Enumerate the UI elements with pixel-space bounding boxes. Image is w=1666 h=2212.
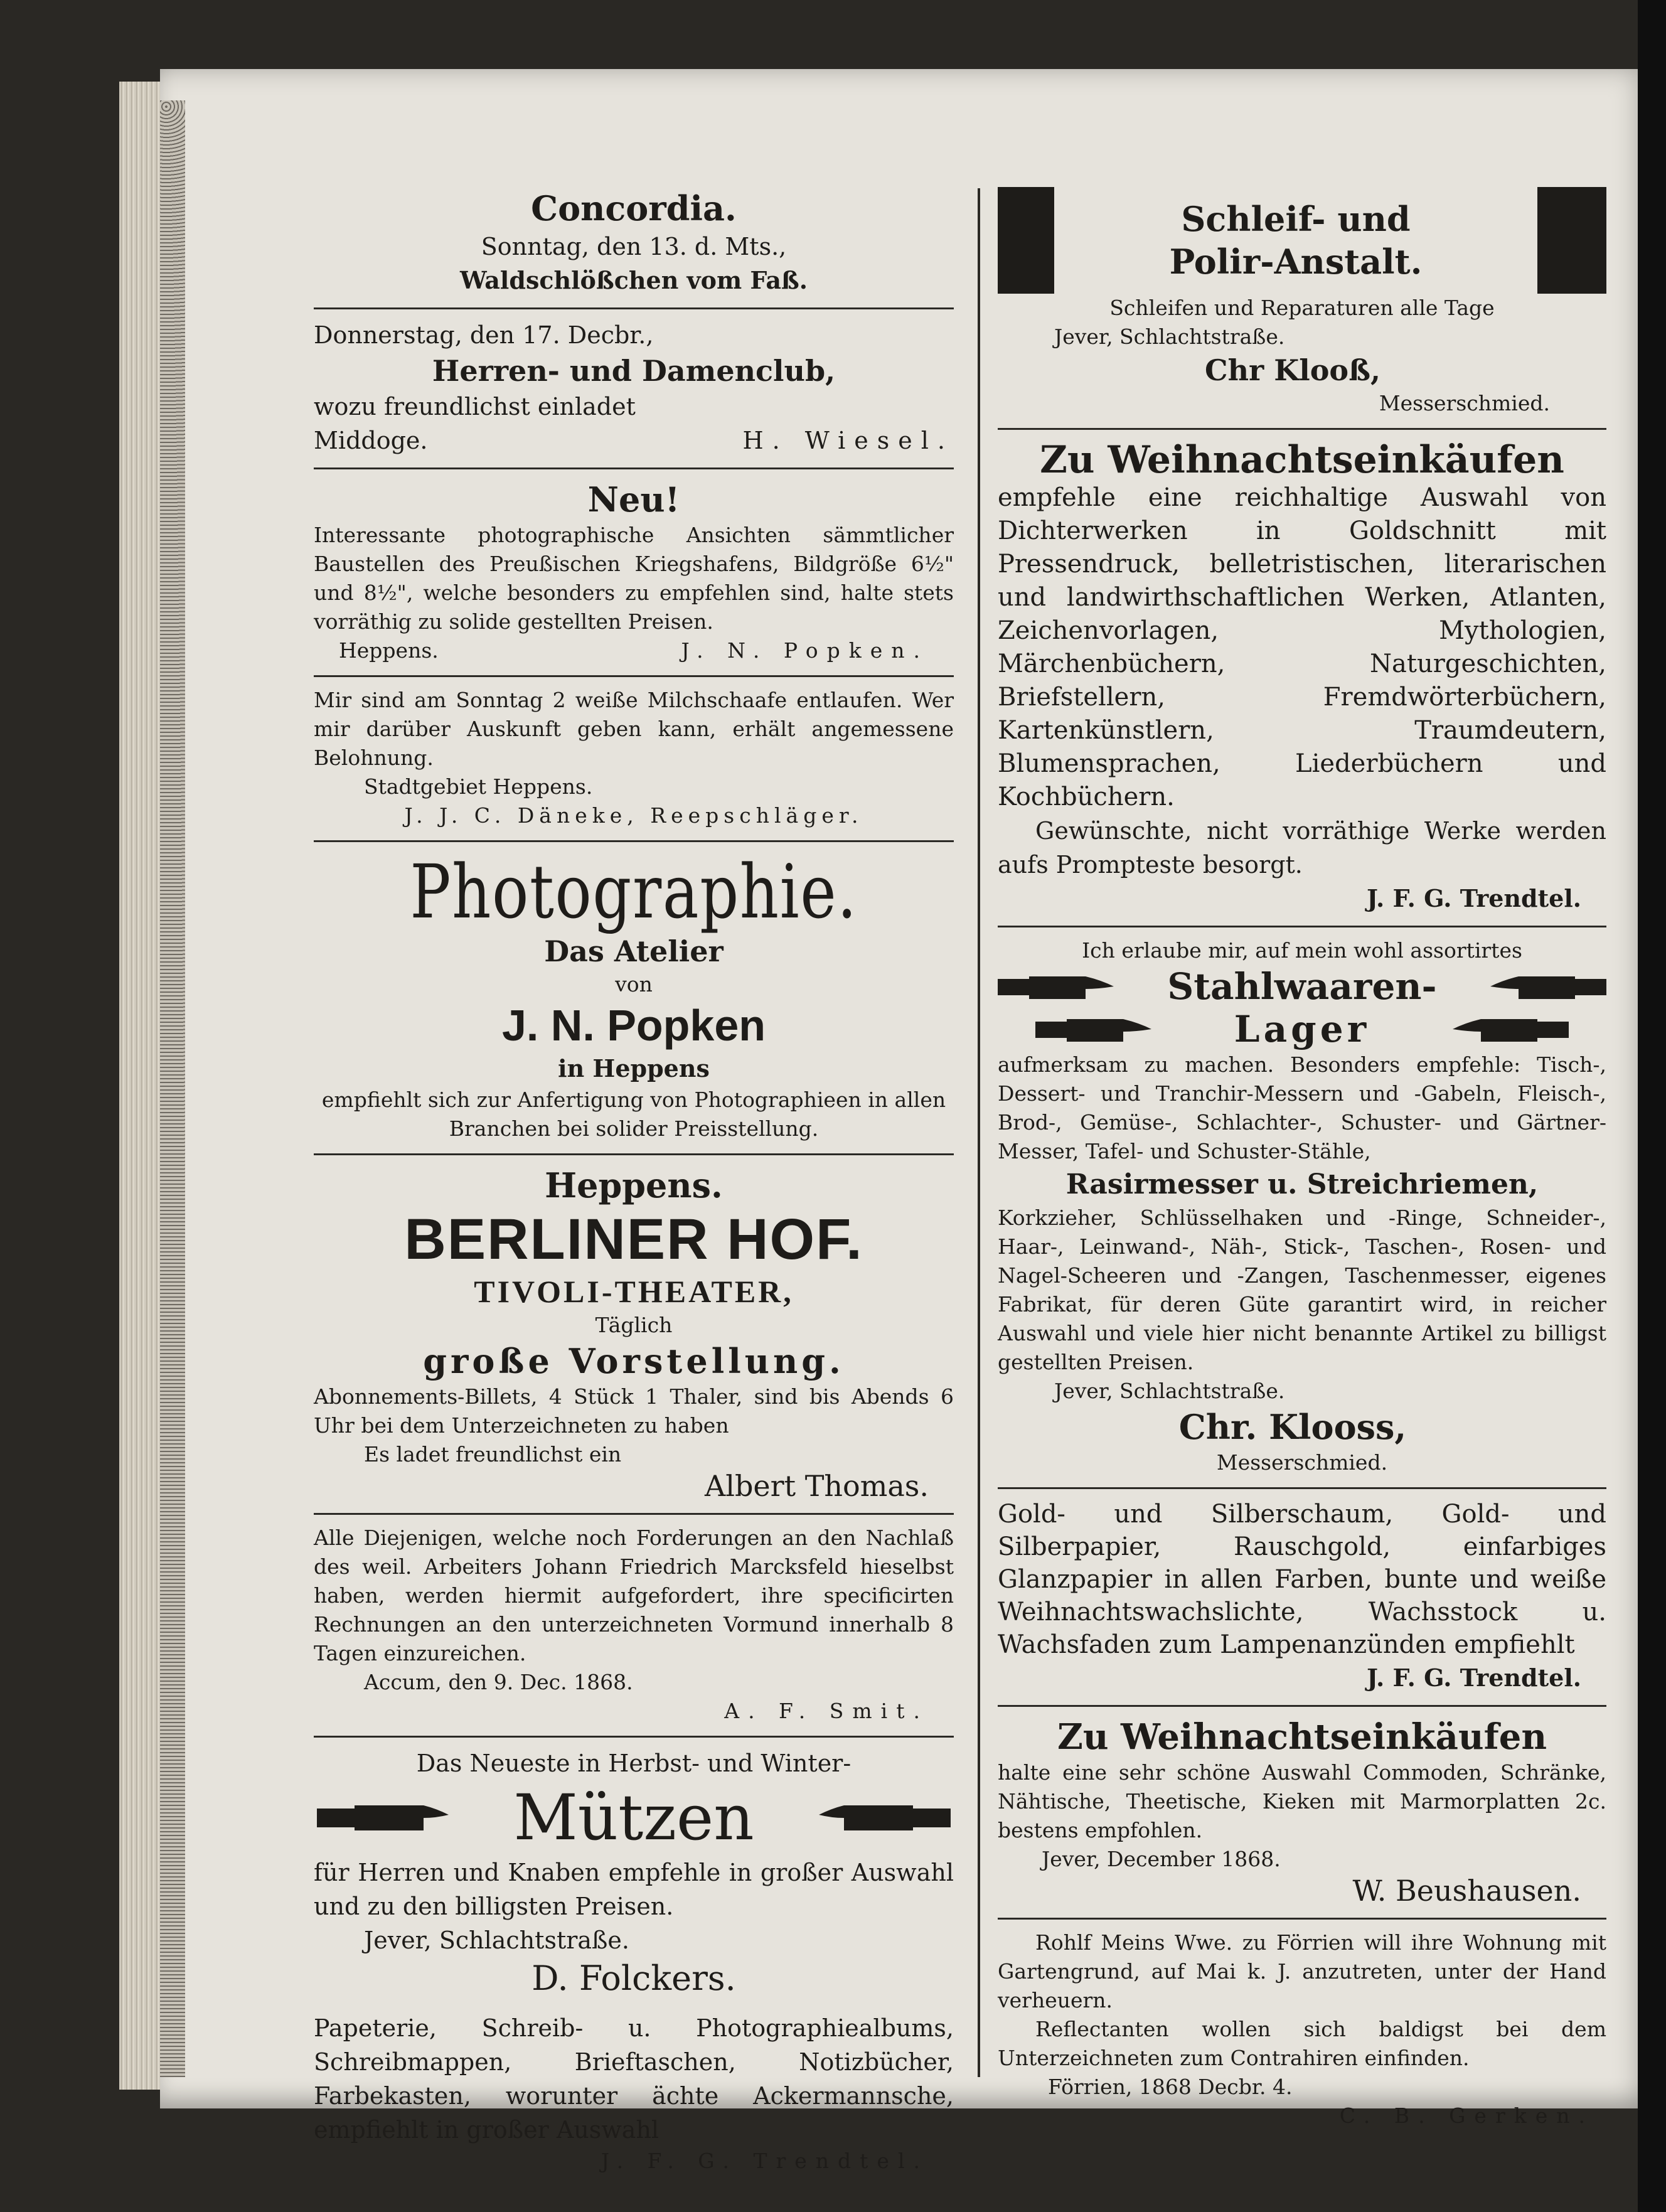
schleif-trade: Messerschmied. (1379, 391, 1550, 415)
photo-von: von (615, 972, 653, 996)
stahl-body: aufmerksam zu machen. Besonders empfehle: Tisch-, Dessert- und Tranchir-Messern und -Gabeln, Fleisch-, Brod-, Gemüse-, Schlachter-, Schuster- und Gärtner-Messer, Tafel- und Schuster-Stähle, (998, 1052, 1606, 1163)
berliner-title: BERLINER HOF. (404, 1207, 863, 1271)
nachlass-body: Alle Diejenigen, welche noch Forderungen an den Nachlaß des weil. Arbeiters Johann Friedrich Marcksfeld hieselbst haben, werden hiermit aufgefordert, ihre specificirten Rechnungen an den unterzeichneten Vormund innerhalb 8 Tagen einzureichen. (314, 1525, 954, 1665)
club-date: Donnerstag, den 17. Decbr., (314, 321, 654, 349)
neu-place: Heppens. (339, 638, 439, 663)
ad-weihnacht-moebel (998, 1711, 1606, 1914)
column-divider (978, 188, 980, 2077)
muetzen-signature: D. Folckers. (531, 1958, 736, 1998)
milch-body: Mir sind am Sonntag 2 weiße Milchschaafe entlaufen. Wer mir darüber Auskunft geben kann, erhält angemessene Belohnung. (314, 688, 954, 770)
muetzen-place: Jever, Schlachtstraße. (364, 1926, 629, 1954)
photo-place: in Heppens (558, 1054, 710, 1082)
schleif-title-2: Polir-Anstalt. (1169, 242, 1423, 282)
schleif-name: Chr Klooß, (1204, 353, 1381, 387)
photo-body: empfiehlt sich zur Anfertigung von Photographieen in allen Branchen bei solider Preisstellung. (321, 1087, 946, 1141)
nachlass-signature: A. F. Smit. (724, 1699, 929, 1723)
divider (314, 1736, 954, 1738)
photo-atelier: Das Atelier (544, 934, 724, 968)
scan-border (1638, 0, 1666, 2212)
divider (998, 926, 1606, 927)
right-column (998, 182, 1606, 2137)
pointing-hand-right-icon (314, 1790, 464, 1846)
weihnacht1-signature: J. F. G. Trendtel. (1367, 884, 1581, 912)
concordia-title: Concordia. (531, 188, 737, 228)
ad-goldschaum (998, 1493, 1606, 1701)
neu-signature-row (314, 636, 954, 665)
weihnacht2-signature: W. Beushausen. (1352, 1874, 1581, 1908)
rohlf-signature: C. B. Gerken. (1339, 2103, 1594, 2128)
concordia-offer: Waldschlößchen vom Faß. (459, 266, 808, 294)
pointing-hand-left-icon (1450, 1010, 1569, 1048)
ad-schleif (998, 182, 1606, 424)
divider (998, 1918, 1606, 1920)
tivoli-title: TIVOLI-THEATER, (474, 1274, 794, 1309)
divider (314, 1513, 954, 1515)
ad-rohlf (998, 1923, 1606, 2137)
schleif-title-block (1054, 198, 1537, 283)
stahl-intro: Ich erlaube mir, auf mein wohl assortirtes (1082, 938, 1522, 963)
stahl-subtitle: Rasirmesser u. Streichriemen, (1065, 1168, 1539, 1200)
divider (314, 468, 954, 469)
pointing-hand-right-icon (1035, 1010, 1155, 1048)
schleif-title-row (998, 187, 1606, 294)
black-block-right (1537, 187, 1606, 294)
papeterie-body: Papeterie, Schreib- u. Photographiealbums, Schreibmappen, Brieftaschen, Notizbücher, Farbekasten, worunter ächte Ackermannsche, empfiehlt in großer Auswahl (314, 2014, 954, 2144)
weihnacht2-title: Zu Weihnachtseinkäufen (1057, 1716, 1547, 1758)
milch-signature: J. J. C. Däneke, Reepschläger. (404, 803, 863, 828)
milch-place: Stadtgebiet Heppens. (364, 774, 593, 799)
neu-body: Interessante photographische Ansichten sämmtlicher Baustellen des Preußischen Kriegshafens, Bildgröße 6½" und 8½", welche besonders zu empfehlen sind, halte stets vorräthig zu solide gestellten Preisen. (314, 523, 954, 634)
weihnacht2-date: Jever, December 1868. (1042, 1847, 1281, 1871)
pointing-hand-right-icon (998, 968, 1117, 1005)
papeterie-signature: J. F. G. Trendtel. (601, 2149, 929, 2173)
nachlass-date: Accum, den 9. Dec. 1868. (364, 1670, 633, 1694)
weihnacht1-body: empfehle eine reichhaltige Auswahl von Dichterwerken in Goldschnitt mit Pressendruck, belletristischen, literarischen und landwirthschaftlichen Werken, Atlanten, Zeichenvorlagen, Mythologien, Märchenbüchern, Naturgeschichten, Briefstellern, Fremdwörterbüchern, Kartenkünstlern, Traumdeutern, Blumensprachen, Liederbüchern und Kochbüchern. (998, 483, 1606, 811)
divider (998, 1705, 1606, 1707)
stahl-body2: Korkzieher, Schlüsselhaken und -Ringe, Schneider-, Haar-, Leinwand-, Näh-, Stick-, Taschen-, Rosen- und Nagel-Scheeren und -Zangen, Taschenmesser, eigenes Fabrikat, für deren Güte garantirt wird, in reicher Auswahl und viele hier nicht benannte Artikel zu billigst gestellten Preisen. (998, 1205, 1606, 1374)
stahl-trade: Messerschmied. (1216, 1450, 1388, 1475)
ad-photographie (314, 846, 954, 1150)
divider (314, 307, 954, 309)
left-column (314, 182, 954, 2182)
berliner-body: Abonnements-Billets, 4 Stück 1 Thaler, sind bis Abends 6 Uhr bei dem Unterzeichneten zu haben (314, 1384, 954, 1438)
rohlf-body: Rohlf Meins Wwe. zu Förrien will ihre Wohnung mit Gartengrund, auf Mai k. J. anzutreten, unter der Hand verheuern. (998, 1930, 1606, 2012)
schleif-line: Schleifen und Reparaturen alle Tage (1109, 296, 1495, 320)
gold-signature: J. F. G. Trendtel. (1367, 1664, 1581, 1692)
muetzen-body: für Herren und Knaben empfehle in großer Auswahl und zu den billigsten Preisen. (314, 1859, 954, 1920)
schleif-title-1: Schleif- und (1181, 199, 1411, 239)
stahl-title-row-1 (998, 965, 1606, 1008)
ad-stahlwaaren (998, 931, 1606, 1483)
berliner-show: große Vorstellung. (423, 1341, 845, 1381)
club-signature-row (314, 424, 954, 457)
schleif-place: Jever, Schlachtstraße. (1054, 324, 1285, 349)
ad-nachlass (314, 1519, 954, 1732)
rohlf-date: Förrien, 1868 Decbr. 4. (1048, 2075, 1293, 2099)
ad-berliner-hof (314, 1159, 954, 1509)
book-page-edges (119, 82, 163, 2090)
berliner-signature: Albert Thomas. (705, 1469, 929, 1503)
ad-milchschaafe (314, 681, 954, 836)
ad-weihnacht-buecher (998, 434, 1606, 922)
muetzen-title-row (314, 1780, 954, 1856)
divider (998, 428, 1606, 430)
ad-club (314, 313, 954, 464)
concordia-date: Sonntag, den 13. d. Mts., (481, 233, 787, 260)
neu-title: Neu! (587, 479, 680, 520)
weihnacht1-body2: Gewünschte, nicht vorräthige Werke werden aufs Prompteste besorgt. (998, 817, 1606, 879)
ad-muetzen (314, 1741, 954, 2006)
black-block-left (998, 187, 1054, 294)
muetzen-intro: Das Neueste in Herbst- und Winter- (416, 1750, 852, 1777)
weihnacht1-title: Zu Weihnachtseinkäufen (1040, 438, 1564, 482)
club-invite: wozu freundlichst einladet (314, 393, 636, 420)
club-title: Herren- und Damenclub, (432, 354, 836, 388)
gold-body: Gold- und Silberschaum, Gold- und Silberpapier, Rauschgold, einfarbiges Glanzpapier in allen Farben, bunte und weiße Weihnachtswachslichte, Wachsstock u. Wachsfaden zum Lampenanzünden empfiehlt (998, 1500, 1606, 1659)
neu-signature: J. N. Popken. (681, 638, 929, 663)
divider (998, 1487, 1606, 1489)
berliner-daily: Täglich (595, 1313, 673, 1337)
pointing-hand-left-icon (803, 1790, 954, 1846)
stahl-title-1: Stahlwaaren- (1167, 965, 1437, 1008)
berliner-place: Heppens. (545, 1165, 723, 1205)
pointing-hand-left-icon (1487, 968, 1606, 1005)
divider (314, 840, 954, 842)
club-signature: H. Wiesel. (742, 427, 954, 454)
divider (314, 1153, 954, 1155)
stahl-place: Jever, Schlachtstraße. (1054, 1379, 1285, 1403)
photo-title: Photographie. (410, 848, 858, 935)
stahl-title-2: Lager (1234, 1008, 1370, 1050)
binding-edge (160, 100, 185, 2077)
weihnacht2-body: halte eine sehr schöne Auswahl Commoden, Schränke, Nähtische, Theetische, Kieken mit Marmorplatten 2c. bestens empfohlen. (998, 1760, 1606, 1842)
rohlf-body2: Reflectanten wollen sich baldigst bei dem Unterzeichneten zum Contrahiren einfinden. (998, 2017, 1606, 2070)
ad-concordia (314, 182, 954, 304)
berliner-invite: Es ladet freundlichst ein (364, 1442, 622, 1467)
stahl-title-row-2 (998, 1008, 1606, 1050)
club-place: Middoge. (314, 427, 428, 454)
ad-papeterie (314, 2006, 954, 2182)
stahl-name: Chr. Klooss, (1178, 1407, 1407, 1447)
photo-name: J. N. Popken (501, 1001, 766, 1050)
muetzen-title: Mützen (513, 1781, 754, 1854)
ad-neu (314, 473, 954, 671)
divider (314, 675, 954, 677)
